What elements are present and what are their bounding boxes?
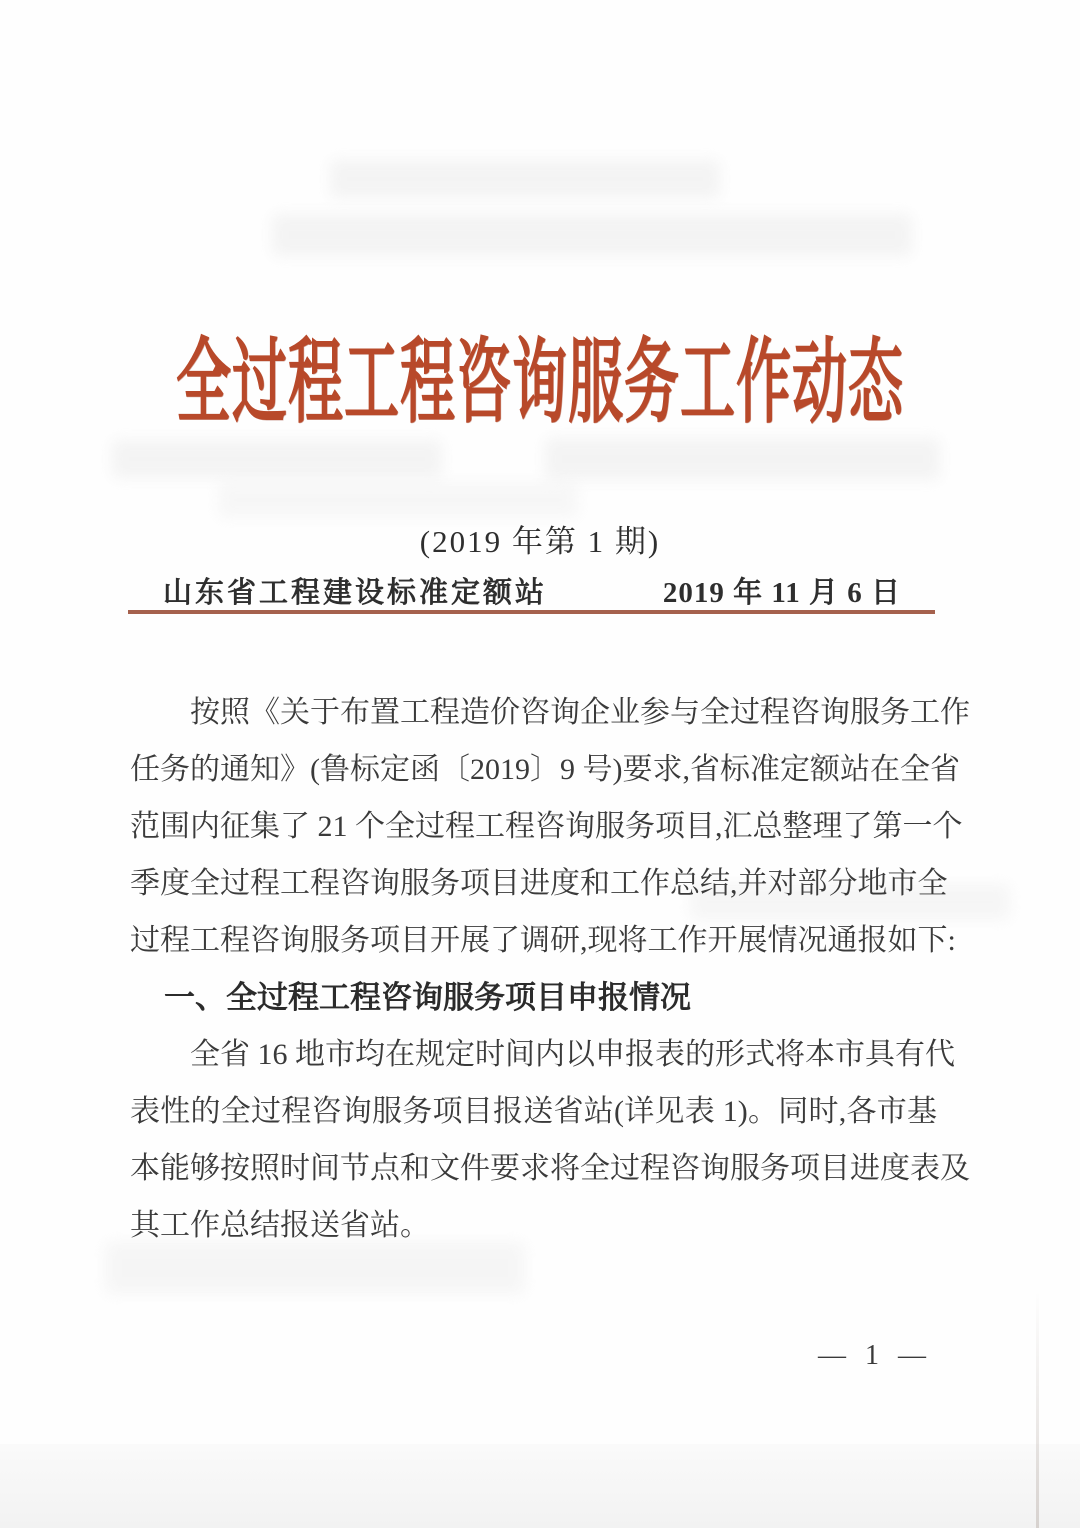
masthead [0, 308, 1080, 434]
body-line: 范围内征集了 21 个全过程工程咨询服务项目,汇总整理了第一个 [130, 810, 963, 843]
document-title: 全过程工程咨询服务工作动态 [175, 331, 904, 434]
bleed-through-ghost [218, 482, 578, 518]
issue-number: (2019 年第 1 期) [419, 524, 661, 559]
body-line: 全省 16 地市均在规定时间内以申报表的形式将本市具有代 [190, 1038, 955, 1071]
bleed-through-ghost [330, 160, 720, 198]
header-row [130, 570, 937, 611]
body-line: 任务的通知》(鲁标定函〔2019〕9 号)要求,省标准定额站在全省 [130, 753, 960, 786]
bleed-through-ghost [112, 440, 442, 478]
publish-date: 2019 年 11 月 6 日 [662, 577, 901, 609]
page-edge-shadow [1036, 1290, 1039, 1528]
body-text [130, 684, 970, 1254]
page-bottom-shadow [0, 1444, 1080, 1528]
bleed-through-ghost [545, 438, 940, 480]
body-line: 季度全过程工程咨询服务项目进度和工作总结,并对部分地市全 [130, 867, 948, 900]
page-number: — 1 — [818, 1340, 932, 1371]
organization-name: 山东省工程建设标准定额站 [163, 577, 548, 609]
bleed-through-ghost [272, 214, 912, 256]
body-line: 本能够按照时间节点和文件要求将全过程咨询服务项目进度表及 [130, 1152, 970, 1185]
divider-rule [128, 610, 935, 614]
body-line: 表性的全过程咨询服务项目报送省站(详见表 1)。同时,各市基 [130, 1095, 937, 1128]
body-line: 其工作总结报送省站。 [130, 1209, 430, 1242]
section-heading: 一、全过程工程咨询服务项目申报情况 [164, 980, 691, 1015]
body-line: 过程工程咨询服务项目开展了调研,现将工作开展情况通报如下: [130, 924, 956, 957]
body-line: 按照《关于布置工程造价咨询企业参与全过程咨询服务工作 [190, 696, 970, 729]
